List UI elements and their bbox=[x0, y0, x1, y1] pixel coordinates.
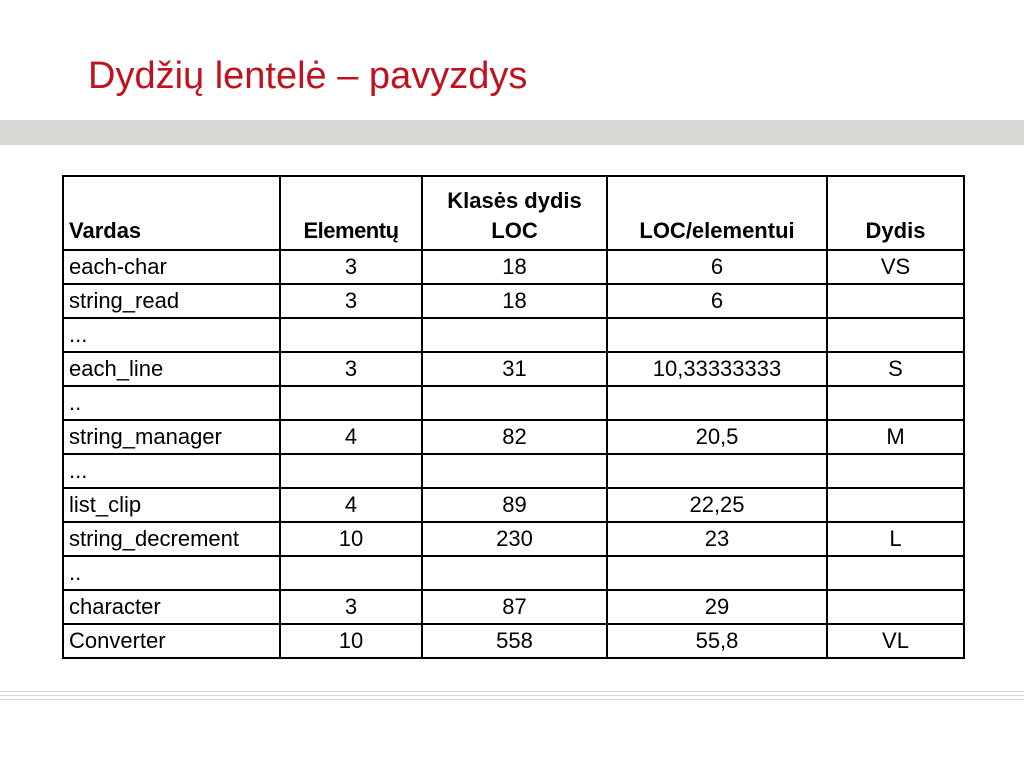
cell-size bbox=[827, 386, 964, 420]
title-band bbox=[0, 120, 1024, 145]
cell-size bbox=[827, 556, 964, 590]
cell-size bbox=[827, 590, 964, 624]
cell-name: string_manager bbox=[63, 420, 280, 454]
cell-loc-per-element bbox=[607, 386, 827, 420]
cell-loc bbox=[422, 386, 607, 420]
cell-loc: 31 bbox=[422, 352, 607, 386]
cell-elements: 10 bbox=[280, 522, 422, 556]
cell-loc bbox=[422, 556, 607, 590]
cell-loc-per-element: 22,25 bbox=[607, 488, 827, 522]
cell-loc-per-element: 55,8 bbox=[607, 624, 827, 658]
footer-rule bbox=[0, 695, 1024, 696]
slide-title: Dydžių lentelė – pavyzdys bbox=[88, 55, 528, 97]
cell-name: string_decrement bbox=[63, 522, 280, 556]
cell-loc: 87 bbox=[422, 590, 607, 624]
cell-name: Converter bbox=[63, 624, 280, 658]
cell-elements bbox=[280, 318, 422, 352]
cell-size bbox=[827, 488, 964, 522]
column-header-class-size-line2: LOC bbox=[491, 218, 538, 243]
cell-loc: 18 bbox=[422, 250, 607, 284]
cell-size: M bbox=[827, 420, 964, 454]
cell-loc-per-element: 20,5 bbox=[607, 420, 827, 454]
table-row bbox=[63, 318, 964, 352]
cell-loc: 230 bbox=[422, 522, 607, 556]
cell-loc: 18 bbox=[422, 284, 607, 318]
cell-name: .. bbox=[63, 556, 280, 590]
cell-name: character bbox=[63, 590, 280, 624]
cell-elements: 3 bbox=[280, 352, 422, 386]
table-row bbox=[63, 420, 964, 454]
cell-elements bbox=[280, 386, 422, 420]
cell-loc: 558 bbox=[422, 624, 607, 658]
cell-name: .. bbox=[63, 386, 280, 420]
cell-elements: 3 bbox=[280, 284, 422, 318]
table-row bbox=[63, 522, 964, 556]
cell-size bbox=[827, 318, 964, 352]
cell-name: ... bbox=[63, 454, 280, 488]
column-header-class-size-line1: Klasės dydis bbox=[447, 188, 582, 213]
cell-loc-per-element: 23 bbox=[607, 522, 827, 556]
cell-elements: 10 bbox=[280, 624, 422, 658]
cell-name: ... bbox=[63, 318, 280, 352]
cell-name: each_line bbox=[63, 352, 280, 386]
cell-name: list_clip bbox=[63, 488, 280, 522]
table-row bbox=[63, 352, 964, 386]
column-header-loc-per-element: LOC/elementui bbox=[607, 176, 827, 250]
cell-size: L bbox=[827, 522, 964, 556]
footer-rule bbox=[0, 699, 1024, 700]
cell-loc-per-element bbox=[607, 556, 827, 590]
cell-elements: 4 bbox=[280, 488, 422, 522]
table-row bbox=[63, 250, 964, 284]
size-table bbox=[62, 175, 965, 659]
table-row bbox=[63, 284, 964, 318]
cell-loc-per-element: 6 bbox=[607, 250, 827, 284]
cell-size bbox=[827, 454, 964, 488]
cell-size: VS bbox=[827, 250, 964, 284]
cell-size bbox=[827, 284, 964, 318]
cell-loc bbox=[422, 454, 607, 488]
table-row bbox=[63, 454, 964, 488]
column-header-size: Dydis bbox=[827, 176, 964, 250]
cell-elements bbox=[280, 454, 422, 488]
column-header-name: Vardas bbox=[63, 176, 280, 250]
cell-loc: 89 bbox=[422, 488, 607, 522]
cell-loc: 82 bbox=[422, 420, 607, 454]
cell-loc-per-element bbox=[607, 454, 827, 488]
cell-loc bbox=[422, 318, 607, 352]
column-header-class-size bbox=[422, 176, 607, 250]
cell-elements bbox=[280, 556, 422, 590]
table-header-row bbox=[63, 176, 964, 250]
cell-name: each-char bbox=[63, 250, 280, 284]
cell-loc-per-element: 29 bbox=[607, 590, 827, 624]
table-row bbox=[63, 624, 964, 658]
table-row bbox=[63, 488, 964, 522]
cell-elements: 4 bbox=[280, 420, 422, 454]
cell-name: string_read bbox=[63, 284, 280, 318]
cell-elements: 3 bbox=[280, 590, 422, 624]
cell-size: S bbox=[827, 352, 964, 386]
table-row bbox=[63, 386, 964, 420]
cell-loc-per-element: 10,33333333 bbox=[607, 352, 827, 386]
footer-rule bbox=[0, 691, 1024, 692]
cell-loc-per-element: 6 bbox=[607, 284, 827, 318]
column-header-elements: Elementų bbox=[280, 176, 422, 250]
table-row bbox=[63, 590, 964, 624]
table-row bbox=[63, 556, 964, 590]
cell-elements: 3 bbox=[280, 250, 422, 284]
cell-loc-per-element bbox=[607, 318, 827, 352]
cell-size: VL bbox=[827, 624, 964, 658]
